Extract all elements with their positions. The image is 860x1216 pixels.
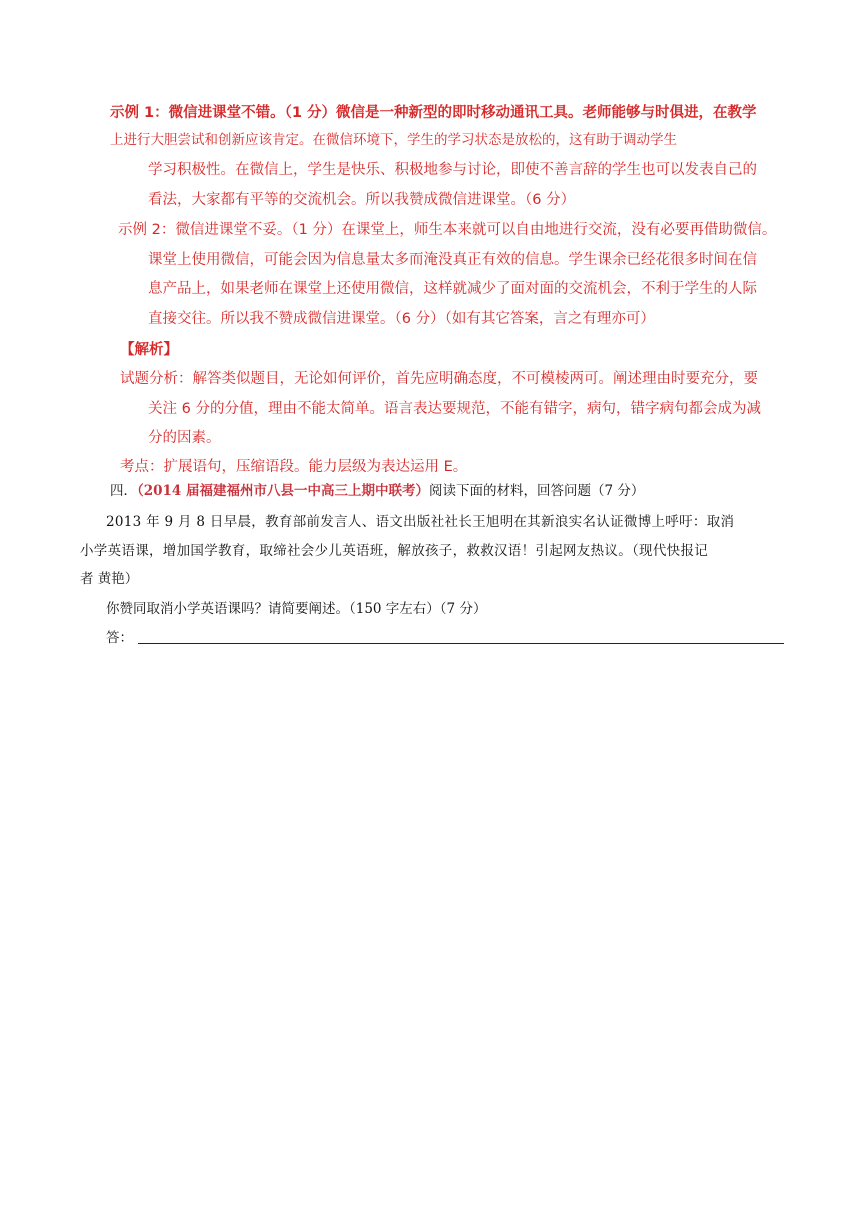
material-line-2: 小学英语课，增加国学教育，取缔社会少儿英语班，解放孩子，救救汉语！引起网友热议。（现代快报记	[80, 543, 709, 559]
material-line-1: 2013 年 9 月 8 日早晨，教育部前发言人、语文出版社社长王旭明在其新浪实名认证微博上呼吁：取消	[106, 514, 735, 530]
explanation-line-1: 试题分析：解答类似题目，无论如何评价，首先应明确态度，不可模棱两可。阐述理由时要充分，要	[120, 371, 758, 387]
example2-line-1: 示例 2：微信进课堂不妥。（1 分）在课堂上，师生本来就可以自由地进行交流，没有必要再借助微信。	[118, 222, 777, 238]
answer-label: 答：	[106, 630, 133, 646]
question-instruction: 阅读下面的材料，回答问题（7 分）	[429, 483, 645, 499]
question4-header	[110, 485, 644, 499]
example1-line-2: 上进行大胆尝试和创新应该肯定。在微信环境下，学生的学习状态是放松的，这有助于调动学生	[110, 132, 677, 148]
example1-line-3: 学习积极性。在微信上，学生是快乐、积极地参与讨论，即使不善言辞的学生也可以发表自己的	[148, 162, 757, 178]
example2-line-3: 息产品上，如果老师在课堂上还使用微信，这样就减少了面对面的交流机会，不利于学生的人际	[148, 281, 757, 297]
example1-line-4: 看法，大家都有平等的交流机会。所以我赞成微信进课堂。（6 分）	[148, 192, 576, 208]
material-line-3: 者 黄艳）	[80, 571, 139, 587]
question-number: 四．	[110, 483, 137, 499]
question-prompt: 你赞同取消小学英语课吗？请简要阐述。（150 字左右）（7 分）	[106, 601, 487, 617]
answer-line[interactable]	[138, 643, 784, 644]
example1-line-1: 示例 1：微信进课堂不错。（1 分）微信是一种新型的即时移动通讯工具。老师能够与时俱进，在教学	[110, 105, 757, 121]
explanation-line-3: 分的因素。	[148, 430, 221, 446]
example2-line-2: 课堂上使用微信，可能会因为信息量太多而淹没真正有效的信息。学生课余已经花很多时间在信	[148, 252, 757, 268]
kaodian-line: 考点：扩展语句，压缩语段。能力层级为表达运用 E。	[120, 459, 468, 475]
question-source: （2014 届福建福州市八县一中高三上期中联考）	[137, 483, 430, 499]
explanation-line-2: 关注 6 分的分值，理由不能太简单。语言表达要规范，不能有错字，病句，错字病句都会成为减	[148, 401, 761, 417]
example2-line-4: 直接交往。所以我不赞成微信进课堂。（6 分）（如有其它答案，言之有理亦可）	[148, 311, 655, 327]
jiexi-heading: 【解析】	[120, 342, 178, 358]
